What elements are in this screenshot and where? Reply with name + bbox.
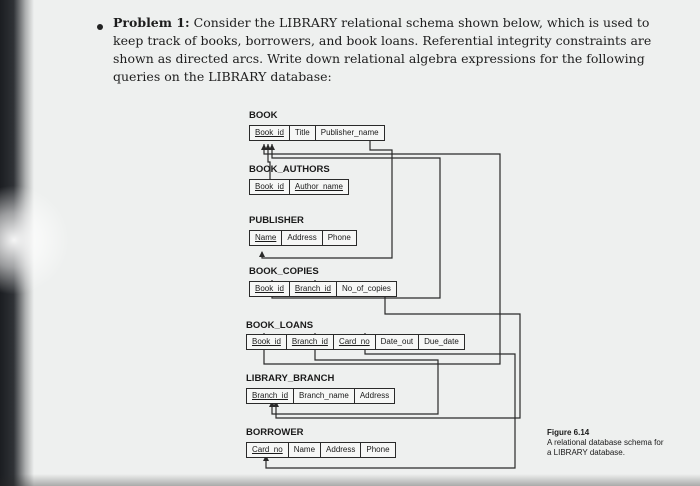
- borrower-col-name: Name: [289, 443, 321, 457]
- book-loans-col-branch-id: Branch_id: [287, 335, 334, 349]
- borrower-col-address: Address: [321, 443, 361, 457]
- table-publisher-title: PUBLISHER: [249, 215, 304, 226]
- photo-bottom-shadow: [0, 474, 700, 486]
- book-loans-col-card-no: Card_no: [334, 335, 376, 349]
- book-col-publisher-name: Publisher_name: [320, 128, 379, 137]
- table-book-title: BOOK: [249, 110, 278, 121]
- library-branch-col-branch-name: Branch_name: [294, 389, 355, 403]
- figure-caption: [547, 428, 667, 458]
- figure-caption-text: A relational database schema for a LIBRARY database.: [547, 438, 664, 457]
- book-loans-col-book-id: Book_id: [247, 335, 287, 349]
- problem-label: Problem 1:: [113, 15, 190, 30]
- book-copies-col-book-id: Book_id: [250, 282, 290, 296]
- book-loans-col-due-date: Due_date: [424, 337, 459, 346]
- figure-number: Figure 6.14: [547, 428, 590, 437]
- book-copies-col-no-of-copies: No_of_copies: [341, 284, 391, 293]
- table-borrower-title: BORROWER: [246, 427, 304, 438]
- library-branch-col-address: Address: [359, 391, 390, 400]
- publisher-col-name: Name: [250, 231, 282, 245]
- borrower-col-card-no: Card_no: [247, 443, 289, 457]
- book-authors-col-author-name: Author_name: [294, 182, 343, 191]
- table-book-loans-title: BOOK_LOANS: [246, 320, 314, 331]
- book-col-title: Title: [290, 126, 316, 140]
- table-book-loans: [246, 334, 465, 350]
- table-library-branch: [246, 388, 395, 404]
- book-authors-col-book-id: Book_id: [250, 180, 290, 194]
- arc-loans-book: [264, 144, 500, 364]
- table-book: [249, 125, 385, 141]
- library-branch-col-branch-id: Branch_id: [247, 389, 294, 403]
- publisher-col-address: Address: [282, 231, 322, 245]
- problem-text: Consider the LIBRARY relational schema shown below, which is used to keep track of books, borrowers, and book loans. Referential integrity constraints are shown as directed arcs. Write down relational algebra expressions for the following queries on the LIBRARY database:: [113, 15, 652, 84]
- table-publisher: [249, 230, 357, 246]
- table-book-authors-title: BOOK_AUTHORS: [249, 164, 330, 175]
- book-copies-col-branch-id: Branch_id: [290, 282, 337, 296]
- table-book-copies-title: BOOK_COPIES: [249, 266, 319, 277]
- table-borrower: [246, 442, 396, 458]
- publisher-col-phone: Phone: [327, 233, 351, 242]
- table-book-authors: [249, 179, 349, 195]
- book-col-book-id: Book_id: [250, 126, 290, 140]
- book-loans-col-date-out: Date_out: [376, 335, 419, 349]
- table-library-branch-title: LIBRARY_BRANCH: [246, 373, 335, 384]
- table-book-copies: [249, 281, 397, 297]
- borrower-col-phone: Phone: [366, 445, 390, 454]
